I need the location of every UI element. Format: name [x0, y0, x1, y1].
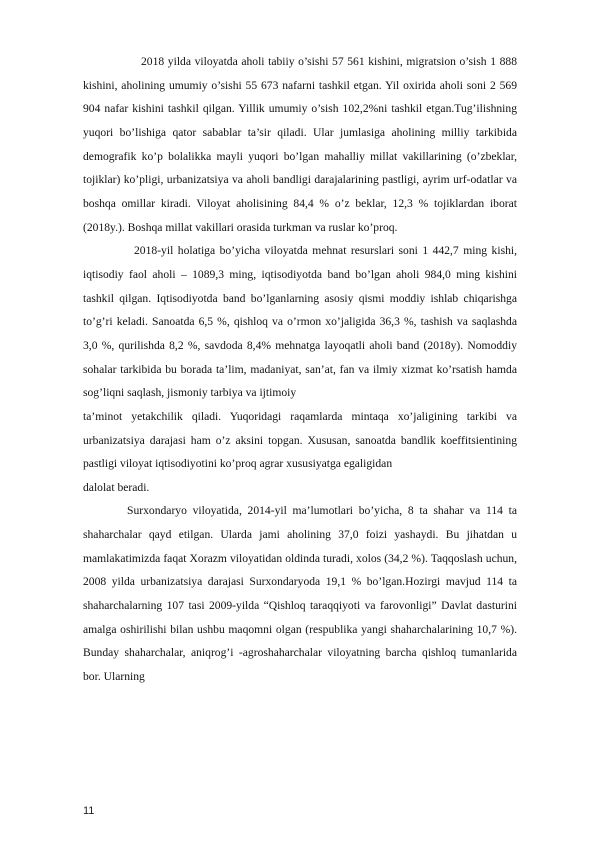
document-page — [83, 50, 517, 689]
paragraph-labor-resources: 2018-yil holatiga bo’yicha viloyatda mehnat resurslari soni 1 442,7 ming kishi, iqtisodiy faol aholi – 1089,3 ming, iqtisodiyotda band bo’lgan aholi 984,0 ming kishini tashkil qilgan. Iqtisodiyotda band bo’lganlarning asosiy qismi moddiy ishlab chiqarishga to’g’ri keladi. Sanoatda 6,5 %, qishloq va o’rmon xo’jaligida 36,3 %, tashish va saqlashda 3,0 %, qurilishda 8,2 %, savdoda 8,4% mehnatga layoqatli aholi band (2018y). Nomoddiy sohalar tarkibida bu borada ta’lim, madaniyat, san’at, fan va ilmiy xizmat ko’rsatish hamda sog’liqni saqlash, jismoniy tarbiya va ijtimoiy — [83, 244, 517, 400]
paragraph-conclusion-fragment: dalolat beradi. — [83, 480, 150, 494]
page-number: 11 — [83, 805, 95, 817]
paragraph-social-security: ta’minot yetakchilik qiladi. Yuqoridagi raqamlarda mintaqa xo’jaligining tarkibi va urbanizatsiya darajasi ham o’z aksini topgan. Xususan, sanoatda bandlik koeffitsientining pastligi viloyat iqtisodiyotini ko’proq agrar xususiyatga egaligidan — [83, 409, 517, 471]
paragraph-population-growth: 2018 yilda viloyatda aholi tabiiy o’sishi 57 561 kishini, migratsion o’sish 1 888 kishini, aholining umumiy o’sishi 55 673 nafarni tashkil etgan. Yil oxirida aholi soni 2 569 904 nafar kishini tashkil qilgan. Yillik umumiy o’sish 102,2%ni tashkil etgan.Tug’ilishning yuqori bo’lishiga qator sabablar ta’sir qiladi. Ular jumlasiga aholining milliy tarkibida demografik ko’p bolalikka mayli yuqori bo’lgan mahalliy millat vakillarining (o’zbeklar, tojiklar) ko’pligi, urbanizatsiya va aholi bandligi darajalarining pastligi, ayrim urf-odatlar va boshqa omillar kiradi. Viloyat aholisining 84,4 % o’z beklar, 12,3 % tojiklardan iborat (2018y.). Boshqa millat vakillari orasida turkman va ruslar ko’proq. — [83, 55, 517, 234]
paragraph-urbanization: Surxondaryo viloyatida, 2014-yil ma’lumotlari bo’yicha, 8 ta shahar va 114 ta shaharchalar qayd etilgan. Ularda jami aholining 37,0 foizi yashaydi. Bu jihatdan u mamlakatimizda faqat Xorazm viloyatidan oldinda turadi, xolos (34,2 %). Taqqoslash uchun, 2008 yilda urbanizatsiya darajasi Surxondaryoda 19,1 % bo’lgan.Hozirgi mavjud 114 ta shaharchalarning 107 tasi 2009-yilda “Qishloq taraqqiyoti va farovonligi” Davlat dasturini amalga oshirilishi bilan ushbu maqomni olgan (respublika yangi shaharchalarining 10,7 %). Bunday shaharchalar, aniqrog’i -agroshaharchalar viloyatning barcha qishloq tumanlarida bor. Ularning — [83, 504, 517, 684]
